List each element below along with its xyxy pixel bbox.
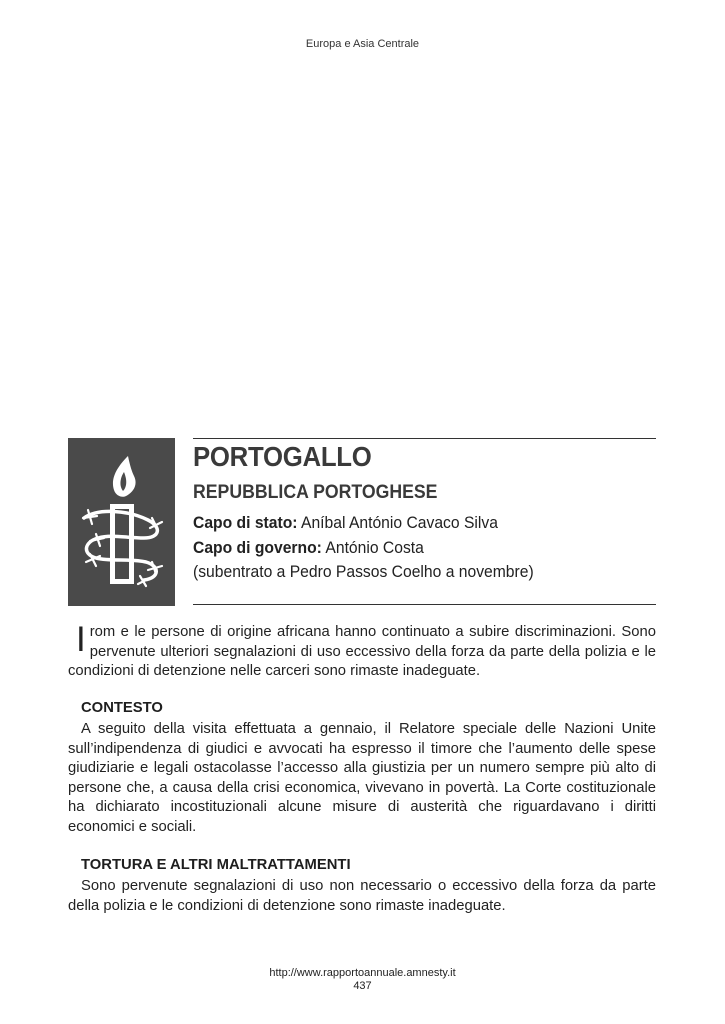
intro-paragraph	[68, 620, 656, 682]
intro-text: rom e le persone di origine africana hanno continuato a subire discriminazioni. Sono pervenute ulteriori segnalazioni di uso eccessivo della forza da parte della polizia e le condizioni di detenzione nelle carceri sono rimaste inadeguate.	[68, 624, 656, 680]
amnesty-logo	[68, 438, 175, 606]
head-of-government-line	[193, 539, 424, 558]
head-of-state-label: Capo di stato:	[193, 514, 298, 532]
country-title: PORTOGALLO	[193, 441, 372, 472]
section-body-tortura	[68, 877, 656, 916]
head-of-state-value: Aníbal António Cavaco Silva	[301, 514, 498, 532]
head-of-government-note: (subentrato a Pedro Passos Coelho a novembre)	[193, 563, 534, 581]
page-number: 437	[353, 980, 372, 992]
head-of-state-line	[193, 514, 498, 533]
section-body-contesto	[68, 720, 656, 838]
section-text-contesto: A seguito della visita effettuata a gennaio, il Relatore speciale delle Nazioni Unite sull’indipendenza di giudici e avvocati ha espresso il timore che l’aumento delle spese giudiziarie e legali ostacolasse l’accesso alla giustizia per un numero sempre più alto di persone che, a causa della crisi economica, vivevano in povertà. La Corte costituzionale ha dichiarato incostituzionali alcune misure di austerità che riguardavano i diritti economici e sociali.	[68, 721, 656, 835]
amnesty-candle-barbed-wire-icon	[68, 438, 175, 606]
section-heading-contesto: CONTESTO	[81, 700, 163, 716]
drop-cap: I	[76, 620, 86, 659]
head-of-government-value: António Costa	[325, 539, 424, 557]
header-top-rule	[193, 438, 656, 439]
official-name: REPUBBLICA PORTOGHESE	[193, 482, 438, 503]
running-head: Europa e Asia Centrale	[305, 38, 420, 50]
section-heading-tortura: TORTURA E ALTRI MALTRATTAMENTI	[81, 857, 351, 873]
header-bottom-rule	[193, 604, 656, 605]
head-of-government-label: Capo di governo:	[193, 539, 322, 557]
section-text-tortura: Sono pervenute segnalazioni di uso non necessario o eccessivo della forza da parte della polizia e le condizioni di detenzione sono rimaste inadeguate.	[68, 878, 656, 914]
footer-url-link[interactable]: http://www.rapportoannuale.amnesty.it	[269, 967, 456, 979]
